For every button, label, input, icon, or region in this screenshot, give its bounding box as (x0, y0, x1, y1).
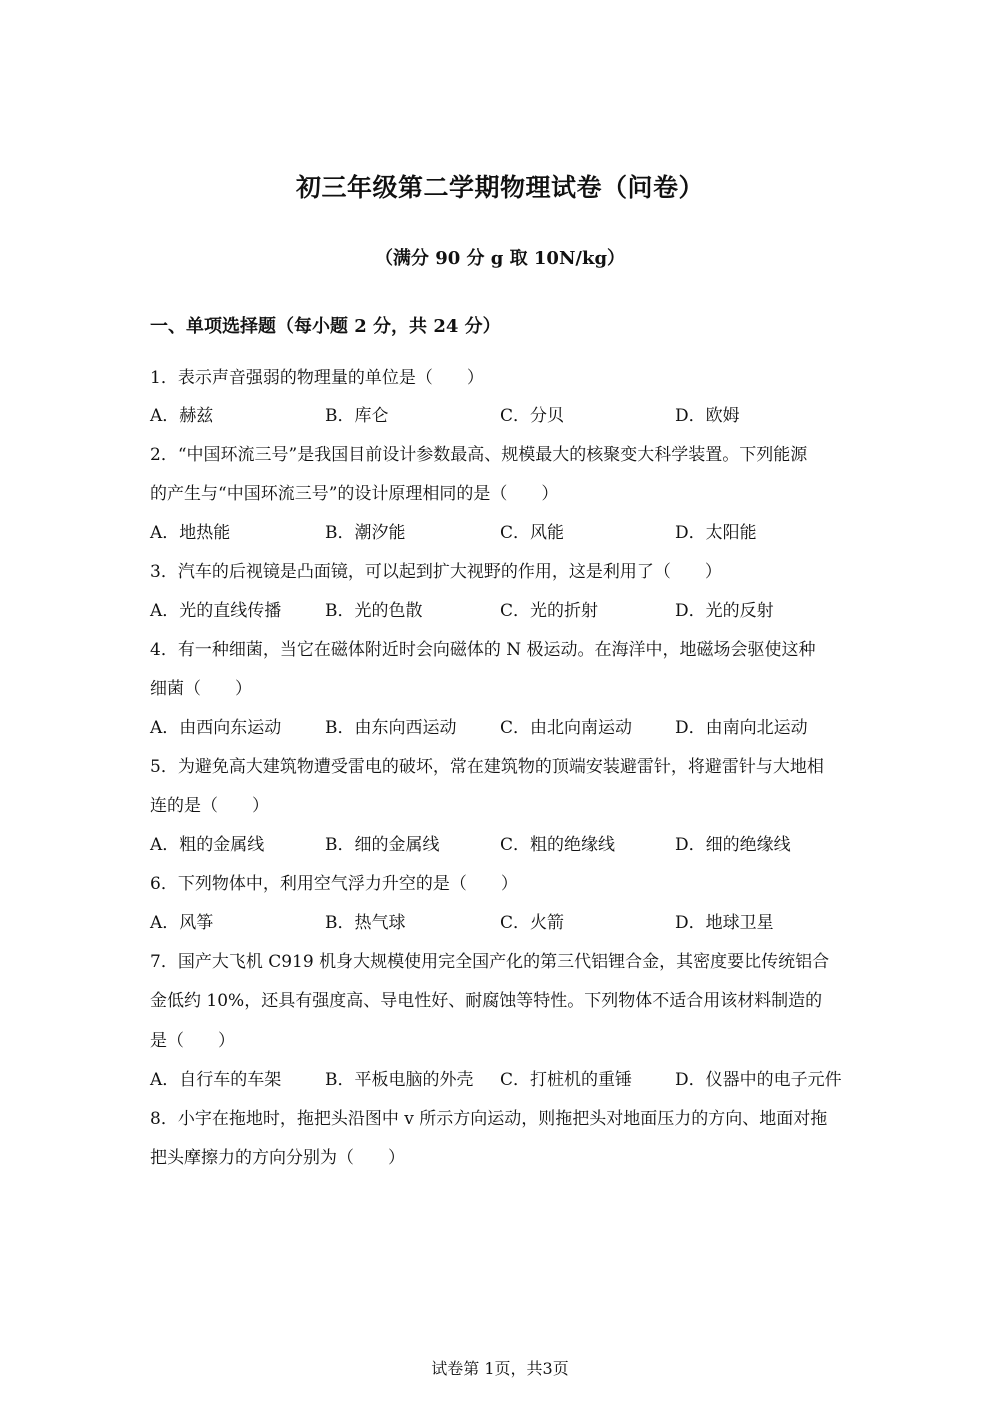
question-4-option-a: A．由西向东运动 (150, 718, 282, 738)
question-7-option-c: C．打桩机的重锤 (500, 1070, 633, 1090)
question-7-option-b: B．平板电脑的外壳 (325, 1070, 474, 1090)
question-3-option-b: B．光的色散 (325, 601, 423, 621)
question-3-option-d: D．光的反射 (675, 601, 774, 621)
question-2-option-c: C．风能 (500, 523, 565, 543)
question-6-option-d: D．地球卫星 (675, 913, 774, 933)
question-1-option-c: C．分贝 (500, 406, 565, 426)
question-5-option-b: B．细的金属线 (325, 835, 440, 855)
question-6-line-1: 6．下列物体中，利用空气浮力升空的是（ ） (150, 874, 518, 894)
question-3-option-c: C．光的折射 (500, 601, 599, 621)
question-5-option-a: A．粗的金属线 (150, 835, 265, 855)
question-3-line-1: 3．汽车的后视镜是凸面镜，可以起到扩大视野的作用，这是利用了（ ） (150, 562, 722, 582)
question-6-option-b: B．热气球 (325, 913, 406, 933)
question-5-option-d: D．细的绝缘线 (675, 835, 791, 855)
question-5-line-1: 5．为避免高大建筑物遭受雷电的破坏，常在建筑物的顶端安装避雷针，将避雷针与大地相 (150, 757, 824, 777)
question-4-option-b: B．由东向西运动 (325, 718, 457, 738)
question-4-option-c: C．由北向南运动 (500, 718, 633, 738)
exam-title: 初三年级第二学期物理试卷（问卷） (295, 173, 704, 202)
question-8-line-2: 把头摩擦力的方向分别为（ ） (150, 1148, 405, 1168)
question-2-option-a: A．地热能 (150, 523, 231, 543)
question-1-option-b: B．库仑 (325, 406, 389, 426)
question-1-option-d: D．欧姆 (675, 406, 740, 426)
question-1-line-1: 1．表示声音强弱的物理量的单位是（ ） (150, 368, 484, 388)
question-3-option-a: A．光的直线传播 (150, 601, 282, 621)
section-heading: 一、单项选择题（每小题 2 分，共 24 分） (150, 316, 501, 337)
question-7-option-d: D．仪器中的电子元件 (675, 1070, 842, 1090)
question-2-option-b: B．潮汐能 (325, 523, 406, 543)
question-7-line-2: 金低约 10%，还具有强度高、导电性好、耐腐蚀等特性。下列物体不适合用该材料制造的 (150, 991, 823, 1011)
question-7-option-a: A．自行车的车架 (150, 1070, 282, 1090)
question-6-option-c: C．火箭 (500, 913, 565, 933)
question-1-option-a: A．赫兹 (150, 406, 214, 426)
question-5-option-c: C．粗的绝缘线 (500, 835, 616, 855)
question-4-line-2: 细菌（ ） (150, 679, 252, 699)
question-8-line-1: 8．小宇在拖地时，拖把头沿图中 v 所示方向运动，则拖把头对地面压力的方向、地面对拖 (150, 1109, 828, 1129)
question-7-line-1: 7．国产大飞机 C919 机身大规模使用完全国产化的第三代铝锂合金，其密度要比传统铝合 (150, 952, 830, 972)
question-4-option-d: D．由南向北运动 (675, 718, 808, 738)
question-7-line-3: 是（ ） (150, 1031, 235, 1051)
question-4-line-1: 4．有一种细菌，当它在磁体附近时会向磁体的 N 极运动。在海洋中，地磁场会驱使这种 (150, 640, 816, 660)
page-footer: 试卷第 1页，共3页 (431, 1359, 569, 1378)
question-5-line-2: 连的是（ ） (150, 796, 269, 816)
question-2-option-d: D．太阳能 (675, 523, 757, 543)
question-6-option-a: A．风筝 (150, 913, 214, 933)
question-2-line-1: 2．“中国环流三号”是我国目前设计参数最高、规模最大的核聚变大科学装置。下列能源 (150, 445, 808, 465)
exam-subtitle: （满分 90 分 g 取 10N/kg） (374, 248, 626, 269)
question-2-line-2: 的产生与“中国环流三号”的设计原理相同的是（ ） (150, 484, 559, 504)
